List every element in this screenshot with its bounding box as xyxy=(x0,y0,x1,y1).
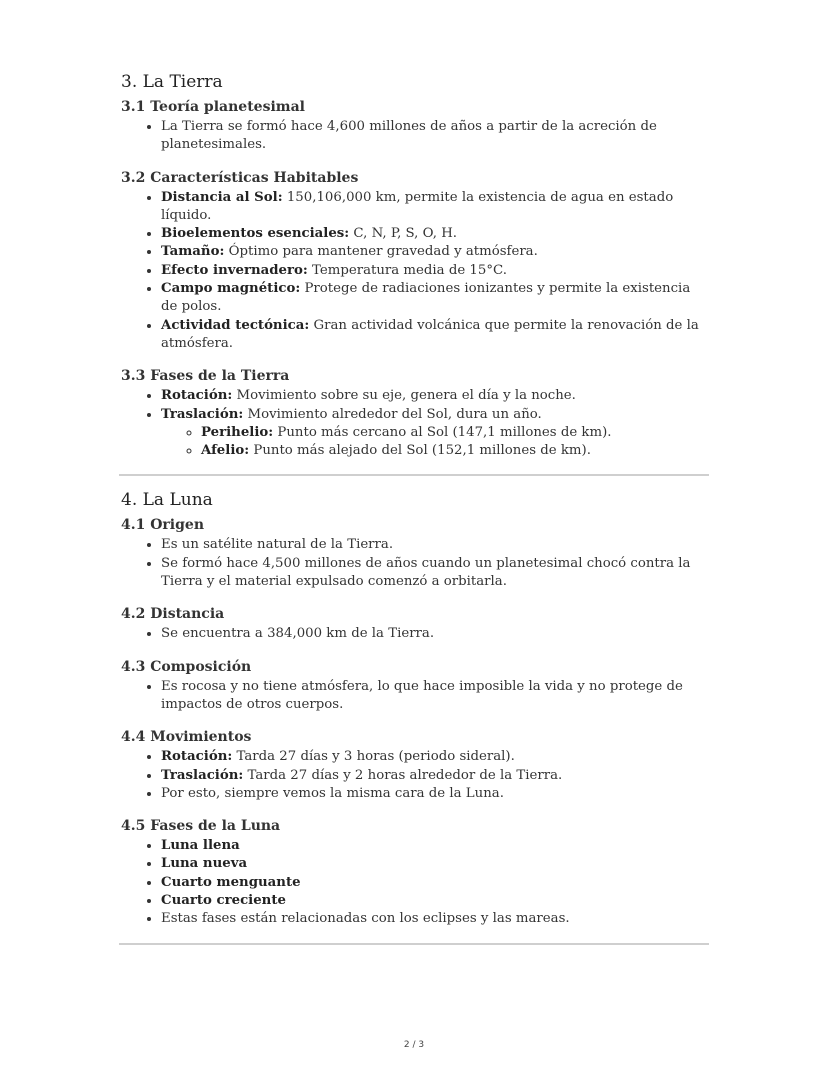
subsection-distancia xyxy=(121,605,709,643)
item-text: Óptimo para mantener gravedad y atmósfera. xyxy=(224,244,538,260)
list-item xyxy=(161,748,709,766)
list-item xyxy=(161,767,709,785)
bullet-list xyxy=(121,837,709,928)
subsection-movimientos xyxy=(121,728,709,803)
sub-bullet-list xyxy=(161,424,709,461)
item-text: Movimiento sobre su eje, genera el día y la noche. xyxy=(232,388,576,404)
item-label: Traslación: xyxy=(161,767,244,783)
bullet-list xyxy=(121,118,709,155)
item-text: Gran actividad volcánica que permite la renovación de la atmósfera. xyxy=(161,317,699,351)
item-label: Campo magnético: xyxy=(161,281,301,297)
list-item xyxy=(161,892,709,910)
document-body xyxy=(121,70,709,957)
list-item: • Es rocosa y no tiene atmósfera, lo que hace imposible la vida y no protege de impactos de otros cuerpos. xyxy=(161,678,709,715)
bullet-list xyxy=(121,625,709,643)
list-item xyxy=(161,387,709,405)
phase-label: Cuarto menguante xyxy=(161,874,301,890)
list-item: • Por esto, siempre vemos la misma cara de la Luna. xyxy=(161,785,709,803)
section-title-luna: 4. La Luna xyxy=(121,490,213,511)
subsection-title: 4.2 Distancia xyxy=(121,606,225,623)
item-text: Tarda 27 días y 2 horas alrededor de la Tierra. xyxy=(243,767,563,783)
subsection-teoria-planetesimal xyxy=(121,98,709,155)
bullet-list xyxy=(121,748,709,803)
list-item xyxy=(161,406,709,461)
section-title-tierra: 3. La Tierra xyxy=(121,72,223,92)
item-label: Tamaño: xyxy=(161,244,225,260)
list-item xyxy=(161,874,709,892)
subsection-title: 4.3 Composición xyxy=(121,658,252,675)
item-label: Traslación: xyxy=(161,406,244,422)
phase-label: Luna nueva xyxy=(161,856,248,872)
list-item xyxy=(161,189,709,226)
list-item: • Es un satélite natural de la Tierra. xyxy=(161,536,709,554)
list-item xyxy=(161,243,709,261)
subsection-title: 4.4 Movimientos xyxy=(121,729,252,746)
subsection-caracteristicas xyxy=(121,169,709,354)
sub-list-item xyxy=(201,424,709,442)
list-item: • Se encuentra a 384,000 km de la Tierra. xyxy=(161,625,709,643)
page-number: 2 / 3 xyxy=(403,1040,425,1050)
item-text: Punto más alejado del Sol (152,1 millones de km). xyxy=(249,443,591,459)
section-divider xyxy=(119,943,709,945)
list-item: • La Tierra se formó hace 4,600 millones de años a partir de la acreción de planetesimales. xyxy=(161,118,709,155)
subsection-title: 3.3 Fases de la Tierra xyxy=(121,368,290,385)
sub-list-item xyxy=(201,442,709,460)
subsection-title: 4.5 Fases de la Luna xyxy=(121,818,281,835)
item-text: Movimiento alrededor del Sol, dura un año. xyxy=(243,406,542,422)
bullet-list xyxy=(121,678,709,715)
subsection-fases-tierra xyxy=(121,367,709,460)
list-item: • Estas fases están relacionadas con los eclipses y las mareas. xyxy=(161,910,709,928)
list-item xyxy=(161,262,709,280)
item-text: 150,106,000 km, permite la existencia de agua en estado líquido. xyxy=(161,189,674,223)
list-item xyxy=(161,225,709,243)
phase-label: Luna llena xyxy=(161,838,240,854)
list-item xyxy=(161,837,709,855)
subsection-origen xyxy=(121,516,709,591)
list-item xyxy=(161,317,709,354)
item-text: C, N, P, S, O, H. xyxy=(349,226,458,242)
list-item xyxy=(161,280,709,317)
subsection-title: 3.2 Características Habitables xyxy=(121,169,359,186)
subsection-composicion xyxy=(121,658,709,715)
item-label: Afelio: xyxy=(201,443,250,459)
item-label: Rotación: xyxy=(161,749,233,765)
bullet-list xyxy=(121,536,709,591)
item-text: Temperatura media de 15°C. xyxy=(307,262,507,278)
subsection-fases-luna xyxy=(121,817,709,928)
item-label: Actividad tectónica: xyxy=(161,317,310,333)
item-text: Protege de radiaciones ionizantes y permite la existencia de polos. xyxy=(161,281,691,315)
item-label: Bioelementos esenciales: xyxy=(161,226,350,242)
phase-label: Cuarto creciente xyxy=(161,893,286,909)
item-label: Rotación: xyxy=(161,388,233,404)
subsection-title: 3.1 Teoría planetesimal xyxy=(121,99,305,115)
list-item xyxy=(161,855,709,873)
bullet-list xyxy=(121,387,709,460)
section-divider xyxy=(119,474,709,476)
item-text: Tarda 27 días y 3 horas (periodo sideral). xyxy=(232,749,515,765)
item-label: Distancia al Sol: xyxy=(161,189,283,205)
item-label: Efecto invernadero: xyxy=(161,262,308,278)
bullet-list xyxy=(121,189,709,354)
item-label: Perihelio: xyxy=(201,424,274,440)
list-item: • Se formó hace 4,500 millones de años cuando un planetesimal chocó contra la Tierra y el material expulsado comenzó a orbitarla. xyxy=(161,555,709,592)
item-text: Punto más cercano al Sol (147,1 millones de km). xyxy=(273,424,612,440)
subsection-title: 4.1 Origen xyxy=(121,517,204,534)
